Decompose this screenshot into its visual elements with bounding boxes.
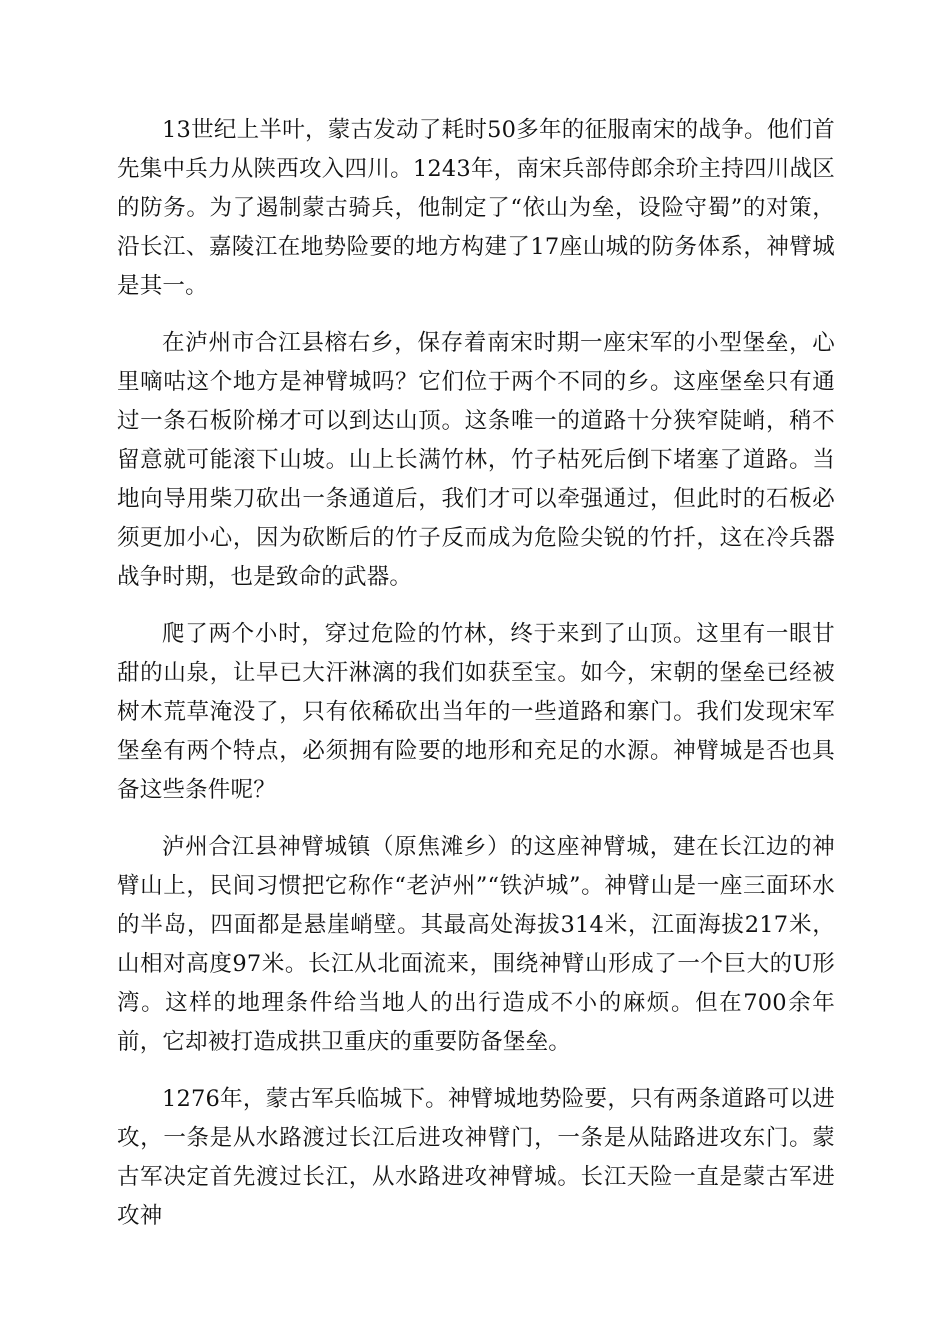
paragraph-2: 在泸州市合江县榕右乡，保存着南宋时期一座宋军的小型堡垒，心里嘀咕这个地方是神臂城吗？它们位于两个不同的乡。这座堡垒只有通过一条石板阶梯才可以到达山顶。这条唯一的道路十分狭窄陡峭，稍不留意就可能滚下山坡。山上长满竹林，竹子枯死后倒下堵塞了道路。当地向导用柴刀砍出一条通道后，我们才可以牵强通过，但此时的石板必须更加小心，因为砍断后的竹子反而成为危险尖锐的竹扦，这在冷兵器战争时期，也是致命的武器。 [117, 330, 835, 590]
paragraph-4: 泸州合江县神臂城镇（原焦滩乡）的这座神臂城，建在长江边的神臂山上，民间习惯把它称作“老泸州”“铁泸城”。神臂山是一座三面环水的半岛，四面都是悬崖峭壁。其最高处海拔314米，江面海拔217米，山相对高度97米。长江从北面流来，围绕神臂山形成了一个巨大的U形湾。这样的地理条件给当地人的出行造成不小的麻烦。但在700余年前，它却被打造成拱卫重庆的重要防备堡垒。 [117, 834, 835, 1055]
paragraph-5: 1276年，蒙古军兵临城下。神臂城地势险要，只有两条道路可以进攻，一条是从水路渡过长江后进攻神臂门，一条是从陆路进攻东门。蒙古军决定首先渡过长江，从水路进攻神臂城。长江天险一直是蒙古军进攻神 [117, 1086, 835, 1229]
paragraph-1: 13世纪上半叶，蒙古发动了耗时50多年的征服南宋的战争。他们首先集中兵力从陕西攻入四川。1243年，南宋兵部侍郎余玠主持四川战区的防务。为了遏制蒙古骑兵，他制定了“依山为垒，设险守蜀”的对策，沿长江、嘉陵江在地势险要的地方构建了17座山城的防务体系，神臂城是其一。 [117, 117, 835, 299]
article-body [117, 111, 835, 1254]
paragraph-3: 爬了两个小时，穿过危险的竹林，终于来到了山顶。这里有一眼甘甜的山泉，让早已大汗淋漓的我们如获至宝。如今，宋朝的堡垒已经被树木荒草淹没了，只有依稀砍出当年的一些道路和寨门。我们发现宋军堡垒有两个特点，必须拥有险要的地形和充足的水源。神臂城是否也具备这些条件呢？ [117, 621, 835, 803]
